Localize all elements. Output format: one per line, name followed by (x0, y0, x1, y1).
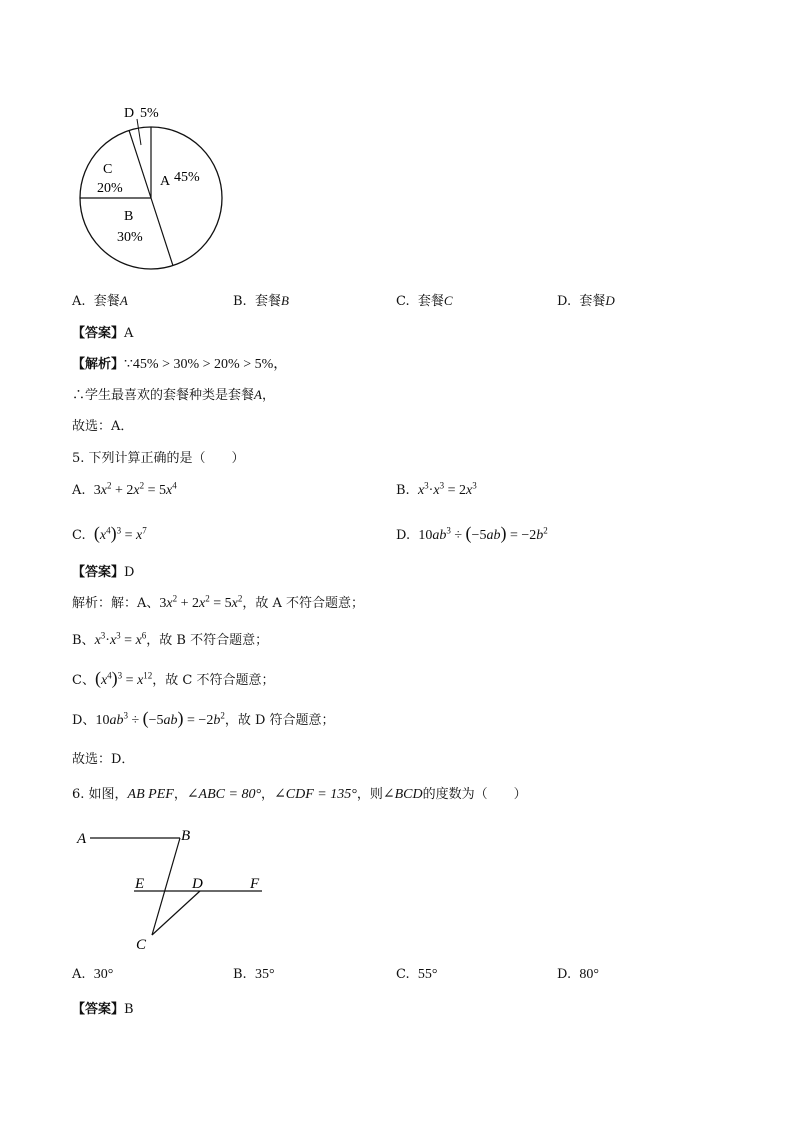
pie-slice-d-leader (137, 119, 141, 145)
label-e: E (135, 876, 145, 892)
q5-option-b[interactable]: B. $x^3\cdot x^3 = 2x^3$ (396, 480, 477, 498)
q4-analysis-line1: 【解析】∵45% > 30% > 20% > 5%， (72, 357, 288, 372)
line-cd (152, 891, 200, 935)
q5-answer: 【答案】D (72, 565, 135, 580)
pie-slice-boundary-b (151, 198, 173, 266)
q6-option-c[interactable]: C. 55° (396, 967, 438, 982)
q6-geometry-figure (70, 820, 280, 960)
q6-option-a[interactable]: A. 30° (72, 967, 114, 982)
q4-option-b[interactable]: B. 套餐B (233, 293, 289, 309)
q5-analysis-a: 解析：解：A、$3x^2 + 2x^2 = 5x^2$，故 A 不符合题意； (72, 593, 365, 611)
q5-option-c[interactable]: C. $(x^4)^3 = x^7$ (72, 523, 147, 543)
q6-option-b[interactable]: B. 35° (233, 967, 275, 982)
pie-label-a-value: 45% (174, 170, 200, 185)
q4-option-c[interactable]: C. 套餐C (396, 293, 453, 309)
pie-label-c-value: 20% (97, 181, 123, 196)
q5-analysis-b: B、$x^3\cdot x^3 = x^6$，故 B 不符合题意； (72, 630, 269, 648)
q5-option-d[interactable]: D. $10ab^3 \div (-5ab) = -2b^2$ (396, 523, 548, 543)
q4-analysis-line2: ∴学生最喜欢的套餐种类是套餐A， (72, 387, 275, 403)
label-d: D (192, 876, 203, 892)
label-a: A (77, 831, 87, 847)
q5-option-a[interactable]: A. $3x^2 + 2x^2 = 5x^4$ (72, 480, 177, 498)
pie-label-c-letter: C (103, 162, 113, 177)
q6-stem: 6. 如图，AB PEF，∠ABC = 80°，∠CDF = 135°，则∠BCD的度数为（ ） (72, 787, 527, 802)
label-c: C (136, 937, 147, 953)
q5-stem: 5. 下列计算正确的是（ ） (72, 451, 245, 466)
pie-label-a-letter: A (160, 174, 171, 189)
q4-option-a[interactable]: A. 套餐A (72, 293, 128, 309)
label-f: F (250, 876, 260, 892)
pie-label-b-letter: B (124, 209, 134, 224)
q4-conclusion: 故选：A． (72, 419, 134, 434)
pie-label-d-letter: D (124, 106, 135, 121)
label-b: B (181, 828, 191, 844)
q5-analysis-c: C、$(x^4)^3 = x^{12}$，故 C 不符合题意； (72, 668, 275, 688)
q4-answer: 【答案】A (72, 326, 134, 341)
pie-chart (70, 100, 240, 280)
q6-answer: 【答案】B (72, 1002, 134, 1017)
q5-analysis-d: D、$10ab^3 \div (-5ab) = -2b^2$，故 D 符合题意； (72, 708, 335, 728)
q5-conclusion: 故选：D． (72, 752, 135, 767)
pie-label-d-value: 5% (140, 106, 159, 121)
q4-option-d[interactable]: D. 套餐D (557, 293, 615, 309)
line-bc (152, 838, 180, 935)
pie-label-b-value: 30% (117, 230, 143, 245)
q6-option-d[interactable]: D. 80° (557, 967, 599, 982)
